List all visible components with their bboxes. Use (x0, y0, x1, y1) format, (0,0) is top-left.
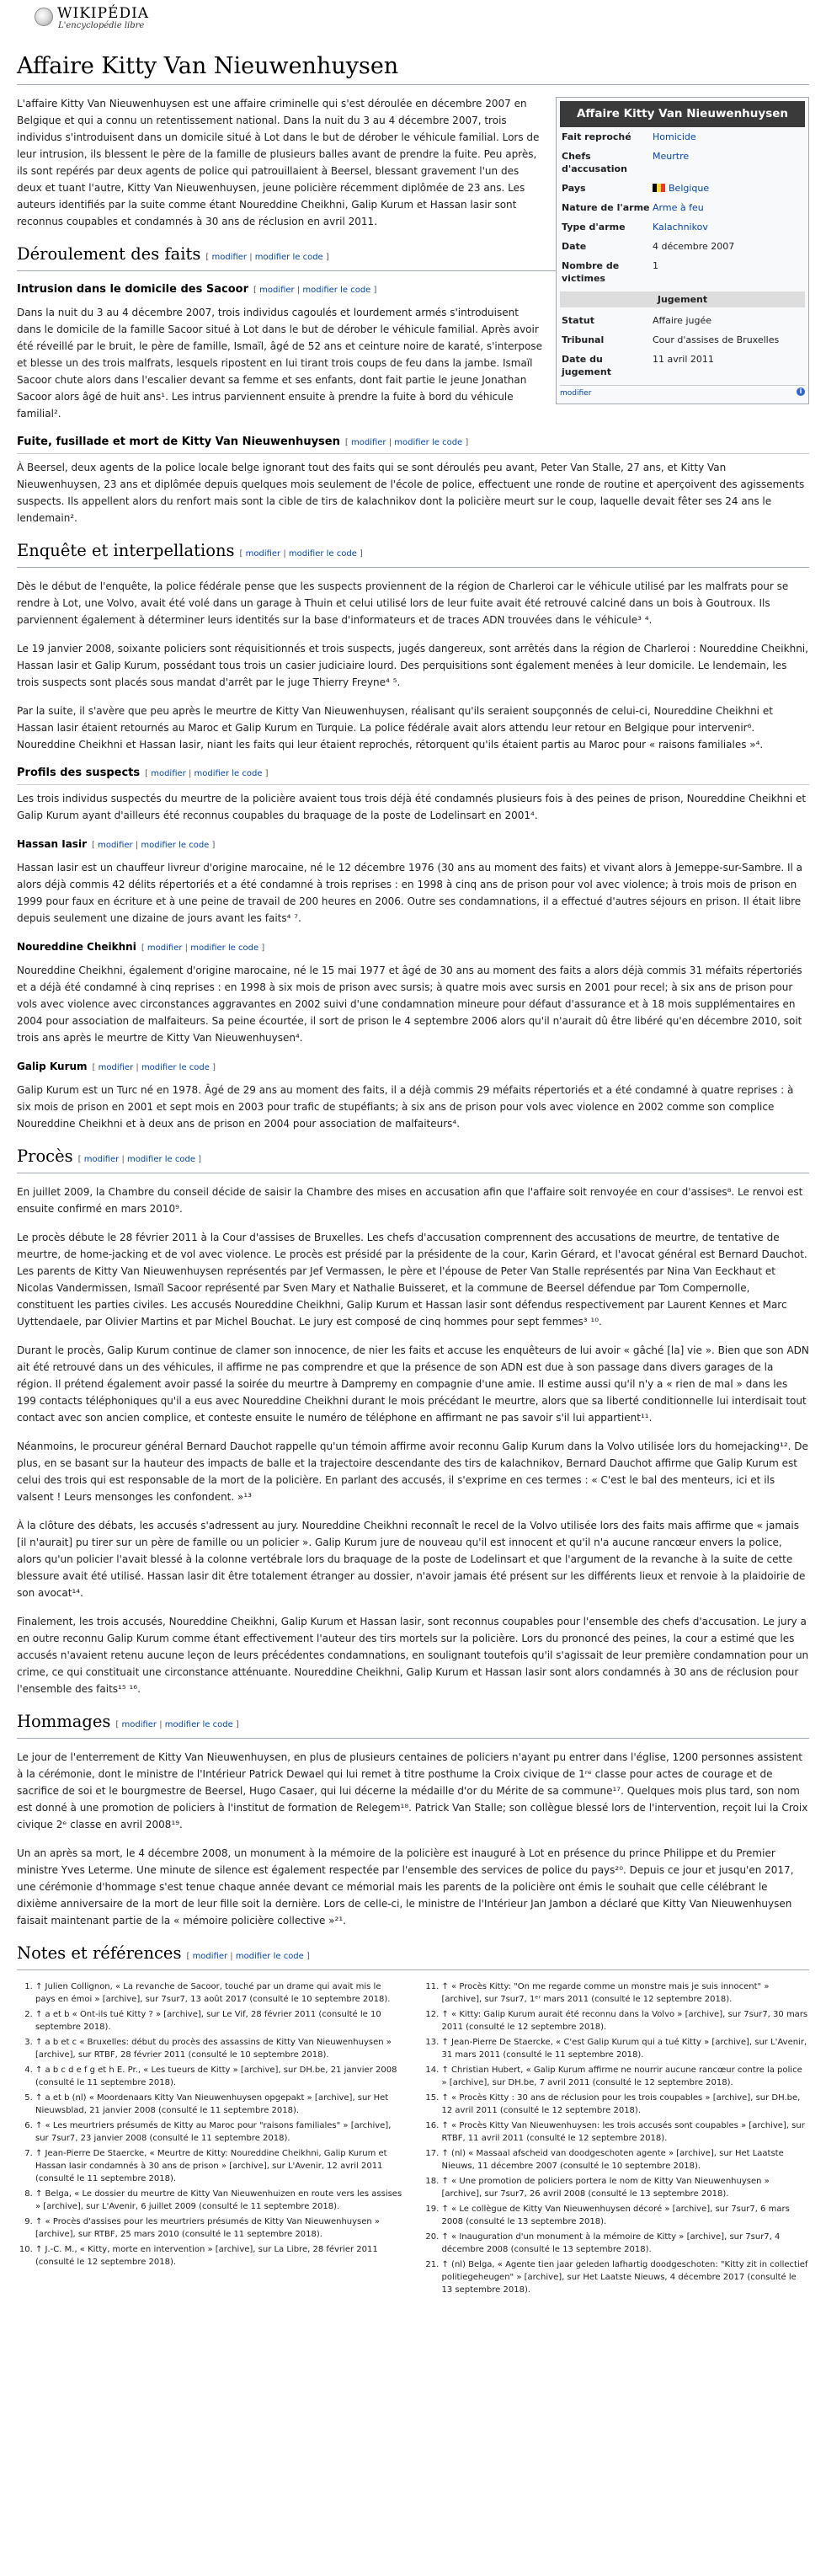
infobox-value: 4 décembre 2007 (653, 241, 735, 252)
edit-code-link[interactable]: modifier le code (254, 253, 323, 262)
infobox-value-cell (653, 314, 803, 327)
infobox-row (560, 311, 805, 330)
edit-links: [ modifier | modifier le code ] (92, 1063, 216, 1072)
infobox-key: Date du jugement (562, 354, 611, 377)
reference-item: 15. ↑ « Procès Kitty : 30 ans de réclusion pour les trois coupables » [archive], sur DH.be, 12 avril 2011 (consulté le 12 septembre 2018). (442, 2092, 810, 2117)
infobox-key: Pays (562, 183, 586, 194)
edit-code-link[interactable]: modifier le code (394, 438, 463, 447)
reference-item: 7. ↑ Jean-Pierre De Staercke, « Meurtre de Kitty: Noureddine Cheikhni, Galip Kurum et Hassan Iasir condamnés à 30 ans de prison » [archive], sur L'Avenir, 12 avril 2011 (consulté le 11 septembre 2018). (35, 2147, 403, 2185)
infobox-value: 11 avril 2011 (653, 354, 714, 365)
wikipedia-globe-icon[interactable] (35, 8, 53, 26)
edit-links: [ modifier | modifier le code ] (205, 253, 329, 262)
edit-link[interactable]: modifier (83, 1155, 120, 1164)
infobox-row (560, 330, 805, 350)
edit-links: [ modifier | modifier le code ] (115, 1720, 239, 1729)
hommages-paragraph-2: Un an après sa mort, le 4 décembre 2008, un monument à la mémoire de la policière est inauguré à Lot en présence du prince Philippe et du Premier ministre Yves Leterme. Une minute de silence est également respectée par l'ensemble des services de police du pays²⁰. Depuis ce jour et jusqu'en 2017, une cérémonie d'hommage s'est tenue chaque année devant ce mémorial mais les parents de la policière ont émis le souhait que celle célébrant le dixième anniversaire de la mort de leur fille soit la dernière. Lors de celle-ci, le ministre de l'Intérieur Jan Jambon a déclaré que Kitty Van Nieuwenhuysen faisait maintenant partie de la « mémoire policière collective »²¹. (17, 1847, 794, 1927)
enquete-paragraph-2: Le 19 janvier 2008, soixante policiers sont réquisitionnés et trois suspects, jugés dangereux, sont arrêtés dans la région de Charleroi : Noureddine Cheikhni, Hassan lasir et Galip Kurum, possédant tous trois un casier judiciaire lourd. Des perquisitions sont également menées à leur domicile. Le lendemain, les trois suspects sont placés sous mandat d'arrêt par le juge Thierry Freyne⁴ ⁵. (17, 643, 808, 688)
infobox-value[interactable]: Homicide (653, 131, 696, 142)
subsection-kurum (17, 1058, 809, 1077)
section-title: Déroulement des faits (17, 244, 201, 264)
subsection-profils (17, 765, 809, 785)
edit-link[interactable]: modifier (259, 286, 295, 295)
edit-link[interactable]: modifier (151, 769, 186, 778)
infobox-value[interactable]: Belgique (669, 183, 710, 194)
cheikhni-paragraph: Noureddine Cheikhni, également d'origine marocaine, né le 15 mai 1977 et âgé de 30 ans au moment des faits a alors déjà commis 31 méfaits répertoriés et a déjà été condamné à cinq reprises : en 1998 à six mois de prison avec sursis; à quatre mois avec sursis en 2001 pour recel; à six ans de prison pour vols avec violence avec circonstances aggravantes en 2002 suivi d'une condamnation mineure pour défaut d'assurance et à 18 mois supplémentaires en 2004 pour association de malfaiteurs. Sa peine écourtée, il sort de prison le 4 septembre 2006 alors qu'il n'aurait dû être libéré qu'en décembre 2010, soit trois ans après le meurtre de Kitty Van Nieuwenhuysen⁴. (17, 965, 802, 1044)
infobox-value: 1 (653, 260, 658, 271)
infobox-key: Tribunal (562, 334, 605, 345)
fuite-paragraph: À Beersel, deux agents de la police locale belge ignorant tout des faits qui se sont déroulés peu avant, Peter Van Stalle, 27 ans, et Kitty Van Nieuwenhuysen, 23 ans et diplômée depuis quelques mois seulement de l'école de police, effectuent une ronde de routine et aperçoivent des agissements suspects. Ils appellent alors du renfort mais sont la cible de tirs de kalachnikov dont la policière meurt sur le coup, laquelle devait fêter ses 24 ans le lendemain². (17, 462, 805, 524)
infobox-value-cell (653, 131, 803, 143)
edit-link[interactable]: modifier (98, 1063, 134, 1072)
infobox-value-cell (653, 150, 803, 175)
edit-code-link[interactable]: modifier le code (141, 841, 210, 850)
proces-paragraph-3: Durant le procès, Galip Kurum continue de clamer son innocence, de nier les faits et accuse les enquêteurs de lui avoir « gâché [la] vie ». Bien que son ADN ait été retrouvé dans un des véhicules, il affirme ne pas comprendre et que la présence de son ADN est due à son passage dans divers garages de la région. Il prétend également avoir passé la soirée du meurtre à Dampremy en compagnie d'une amie. Il estime aussi qu'il n'y a « rien de mal » dans les 199 contacts téléphoniques qu'il a eus avec Noureddine Cheikhni durant le mois précédant le meurtre, alors que sa liberté conditionnelle lui interdisait tout contact avec son ancien complice, et conteste ensuite le numéro de téléphone en affirmant ne pas savoir s'il lui appartient¹¹. (17, 1344, 809, 1424)
infobox-value-cell (653, 201, 803, 214)
edit-link[interactable]: modifier (121, 1720, 157, 1729)
intrusion-paragraph: Dans la nuit du 3 au 4 décembre 2007, trois individus cagoulés et lourdement armés s'introduisent dans le domicile de la famille Sacoor situé à Lot dans le but de dérober le véhicule familial. Après avoir été réveillé par le bruit, le père de famille, Ismaïl, âgé de 52 ans et ceinture noire de karaté, s'interpose et blesse un des trois malfrats, lesquels ripostent en lui tirant trois coups de feu dans la jambe. Ismaïl Sacoor chute alors dans l'escalier devant sa femme et ses enfants, dont fait partie le jeune Jonathan Sacoor alors âgé de huit ans¹. Les intrus parviennent ensuite à prendre la fuite à bord du véhicule familial². (17, 307, 542, 420)
edit-links: [ modifier | modifier le code ] (239, 549, 363, 558)
edit-code-link[interactable]: modifier le code (194, 769, 263, 778)
section-proces (17, 1146, 809, 1173)
hommages-paragraph-1: Le jour de l'enterrement de Kitty Van Nieuwenhuysen, en plus de plusieurs centaines de policiers n'ayant pu entrer dans l'église, 1200 personnes assistent à la cérémonie, dont le ministre de l'Intérieur Patrick Dewael qui lui remet à titre posthume la Croix civique de 1ʳᵉ classe pour actes de courage et de sacrifice de soi et le bourgmestre de Beersel, Hugo Casaer, qui lui décerne la médaille d'or du Mérite de sa commune¹⁷. Quelques mois plus tard, son nom est donné à une promotion de policiers à l'institut de formation de Relegem¹⁸. Patrick Van Stalle; son collègue blessé lors de l'intervention, reçoit lui la Croix civique 2ᵉ classe en avril 2008¹⁹. (17, 1751, 808, 1830)
reference-item: 17. ↑ (nl) « Massaal afscheid van doodgeschoten agente » [archive], sur Het Laatste Nieuws, 11 décembre 2007 (consulté le 10 septembre 2018). (442, 2147, 810, 2172)
edit-links: [ modifier | modifier le code ] (77, 1155, 202, 1164)
infobox-value: Affaire jugée (653, 315, 711, 326)
site-name[interactable]: WIKIPÉDIA (57, 5, 150, 22)
proces-paragraph-6: Finalement, les trois accusés, Noureddine Cheikhni, Galip Kurum et Hassan lasir, sont reconnus coupables pour l'ensemble des chefs d'accusation. Le jury a en outre reconnu Galip Kurum comme étant effectivement l'auteur des tirs mortels sur la policière. Lors du prononcé des peines, la cour a estimé que les accusés n'avaient retenu aucune leçon de leurs précédentes condamnations, en soulignant toutefois qu'il s'agissait de leur première condamnation pour un crime, ce qui constituait une circonstance atténuante. Noureddine Cheikhni, Galip Kurum et Hassan lasir sont alors condamnés à 30 ans de réclusion pour l'ensemble des faits¹⁵ ¹⁶. (17, 1616, 809, 1695)
enquete-paragraph-3: Par la suite, il s'avère que peu après le meurtre de Kitty Van Nieuwenhuysen, réalisant qu'ils seraient soupçonnés de celui-ci, Noureddine Cheikhni et Hassan lasir étaient retournés au Maroc et Galip Kurum en Turquie. La police fédérale avait alors attendu leur retour en Belgique pour intervenir⁶. Noureddine Cheikhni et Hassan lasir, niant les faits qui leur étaient reprochés, rétorquent qu'ils étaient partis au Maroc pour « raisons familiales »⁴. (17, 705, 773, 751)
references (17, 1980, 809, 2299)
infobox-title: Affaire Kitty Van Nieuwenhuysen (560, 101, 805, 127)
subsection-title: Noureddine Cheikhni (17, 941, 136, 953)
reference-item: 8. ↑ Belga, « Le dossier du meurtre de Kitty Van Nieuwenhuizen en route vers les assises » [archive], sur L'Avenir, 6 juillet 2009 (consulté le 11 septembre 2018). (35, 2188, 403, 2213)
edit-code-link[interactable]: modifier le code (127, 1155, 195, 1164)
edit-links: [ modifier | modifier le code ] (91, 841, 216, 850)
edit-link[interactable]: modifier (98, 841, 133, 850)
edit-links: [ modifier | modifier le code ] (253, 286, 377, 295)
infobox-row (560, 256, 805, 288)
reference-item: 11. ↑ « Procès Kitty: "On me regarde comme un monstre mais je suis innocent" » [archive], sur 7sur7, 1ᵉʳ mars 2011 (consulté le 12 septembre 2018). (442, 1980, 810, 2006)
infobox-value-cell (653, 259, 803, 285)
kurum-paragraph: Galip Kurum est un Turc né en 1978. Âgé de 29 ans au moment des faits, il a déjà commis 29 méfaits répertoriés et a été condamné à quatre reprises : à six mois de prison en 2001 et sept mois en 2003 pour trafic de stupéfiants; à six ans de prison pour vols avec violence en 2002 comme son complice Noureddine Cheikhni et à deux ans de prison en 2004 pour association de malfaiteurs⁴. (17, 1084, 794, 1130)
reference-item: 20. ↑ « Inauguration d'un monument à la mémoire de Kitty » [archive], sur 7sur7, 4 décembre 2008 (consulté le 13 septembre 2018). (442, 2231, 810, 2256)
infobox-row (560, 350, 805, 382)
reference-item: 18. ↑ « Une promotion de policiers portera le nom de Kitty Van Nieuwenhuysen » [archive], sur 7sur7, 26 avril 2008 (consulté le 13 septembre 2018). (442, 2175, 810, 2200)
section-title: Procès (17, 1146, 73, 1166)
edit-code-link[interactable]: modifier le code (190, 943, 259, 953)
edit-code-link[interactable]: modifier le code (288, 549, 357, 558)
infobox-row (560, 237, 805, 256)
reference-item: 10. ↑ J.-C. M., « Kitty, morte en intervention » [archive], sur La Libre, 28 février 2011 (consulté le 12 septembre 2018). (35, 2243, 403, 2269)
edit-link[interactable]: modifier (350, 438, 386, 447)
infobox-row (560, 198, 805, 217)
intro-paragraph: L'affaire Kitty Van Nieuwenhuysen est une affaire criminelle qui s'est déroulée en décembre 2007 en Belgique et qui a connu un retentissement national. Dans la nuit du 3 au 4 décembre 2007, trois individus s'introduisent dans un domicile situé à Lot dans le but de dérober le véhicule familial. Lors de leur intrusion, ils blessent le père de la famille de plusieurs balles avant de prendre la fuite. Peu après, ils sont repérés par deux agents de police qui patrouillaient à Beersel, blessant gravement l'un des deux et tuant l'autre, Kitty Van Nieuwenhuysen, jeune policière récemment diplômée de 23 ans. Les auteurs identifiés par la suite comme étant Noureddine Cheikhni, Galip Kurum et Hassan lasir sont reconnus coupables et condamnés à 30 ans de réclusion en avril 2011. (17, 98, 540, 227)
proces-paragraph-1: En juillet 2009, la Chambre du conseil décide de saisir la Chambre des mises en accusation afin que l'affaire soit renvoyée en cour d'assises⁸. Le renvoi est ensuite confirmé en mars 2010⁹. (17, 1186, 803, 1215)
section-hommages (17, 1711, 809, 1739)
subsection-title: Hassan Iasir (17, 838, 87, 850)
infobox-value[interactable]: Arme à feu (653, 202, 704, 213)
reference-item: 14. ↑ Christian Hubert, « Galip Kurum affirme ne nourrir aucune rancœur contre la police » [archive], sur DH.be, 7 avril 2011 (consulté le 12 septembre 2018). (442, 2064, 810, 2089)
reference-item: 5. ↑ a et b (nl) « Moordenaars Kitty Van Nieuwenhuysen opgepakt » [archive], sur Het Nieuwsblad, 21 janvier 2008 (consulté le 11 septembre 2018). (35, 2092, 403, 2117)
belgium-flag-icon (653, 184, 665, 192)
reference-item: 19. ↑ « Le collègue de Kitty Van Nieuwenhuysen décoré » [archive], sur 7sur7, 6 mars 2008 (consulté le 13 septembre 2018). (442, 2203, 810, 2228)
infobox (556, 97, 809, 404)
infobox-value-cell (653, 334, 803, 346)
proces-paragraph-2: Le procès débute le 28 février 2011 à la Cour d'assises de Bruxelles. Les chefs d'accusation comprennent des accusations de meurtre, de tentative de meurtre, de home-jacking et de vol avec violence. Le procès est présidé par la présidente de la cour, Karin Gérard, et l'avocat général est Bernard Dauchot. Les parents de Kitty Van Nieuwenhuysen représentés par Jef Vermassen, le père et l'épouse de Peter Van Stalle représentés par Nina Van Eeckhaut et Nicolas Vandermissen, Ismaïl Sacoor représenté par Sven Mary et Nathalie Buisseret, et la commune de Beersel défendue par Tom Compernolle, constituent les parties civiles. Les accusés Noureddine Cheikhni, Galip Kurum et Hassan lasir sont défendus respectivement par Laurent Kennes et Marc Uyttendaele, par Olivier Martins et par Michel Bouchat. Le jury est composé de cinq hommes pour sept femmes³ ¹⁰. (17, 1232, 807, 1328)
infobox-row (560, 179, 805, 198)
reference-item: 2. ↑ a et b « Ont-ils tué Kitty ? » [archive], sur Le Vif, 28 février 2011 (consulté le 10 septembre 2018). (35, 2008, 403, 2034)
enquete-paragraph-1: Dès le début de l'enquête, la police fédérale pense que les suspects proviennent de la région de Charleroi car le véhicule utilisé par les malfrats pour se rendre à Lot, une Volvo, avait été volé dans un garage à Thuin et celui utilisé lors de leur fuite avait été retrouvé calciné dans un bois à Goutroux. Ils parviennent également à déterminer leurs identités sur la base d'informateurs et de traces ADN trouvées dans le véhicule³ ⁴. (17, 580, 789, 626)
reference-item: 13. ↑ Jean-Pierre De Staercke, « C'est Galip Kurum qui a tué Kitty » [archive], sur L'Avenir, 31 mars 2011 (consulté le 11 septembre 2018). (442, 2036, 810, 2061)
infobox-value: Cour d'assises de Bruxelles (653, 334, 780, 345)
profils-paragraph: Les trois individus suspectés du meurtre de la policière avaient tous trois déjà été condamnés plusieurs fois à des peines de prison, Noureddine Cheikhni et Galip Kurum ayant d'ailleurs été reconnus coupables du braquage de la poste de Lodelinsart en 2001⁴. (17, 793, 807, 821)
edit-links: [ modifier | modifier le code ] (186, 1952, 310, 1961)
infobox-key: Type d'arme (562, 222, 626, 232)
edit-links: [ modifier | modifier le code ] (141, 943, 265, 953)
reference-item: 4. ↑ a b c d e f g et h E. Pr., « Les tueurs de Kitty » [archive], sur DH.be, 21 janvier 2008 (consulté le 11 septembre 2018). (35, 2064, 403, 2089)
section-title: Enquête et interpellations (17, 541, 235, 560)
infobox-value-cell (653, 221, 803, 233)
section-title: Notes et références (17, 1943, 182, 1963)
references-list-left (17, 1980, 403, 2299)
section-notes (17, 1943, 809, 1970)
infobox-key: Nombre de victimes (562, 260, 620, 284)
reference-item: 21. ↑ (nl) Belga, « Agente tien jaar geleden lafhartig doodgeschoten: "Kitty zit in collectief politiegeheugen" » [archive], sur Het Laatste Nieuws, 4 décembre 2017 (consulté le 13 septembre 2018). (442, 2258, 810, 2296)
infobox-edit-link[interactable]: modifier (560, 389, 592, 398)
info-icon[interactable]: i (797, 387, 805, 396)
reference-item: 9. ↑ « Procès d'assises pour les meurtriers présumés de Kitty Van Nieuwenhuysen » [archive], sur RTBF, 25 mars 2010 (consulté le 11 septembre 2018). (35, 2215, 403, 2241)
page-title: Affaire Kitty Van Nieuwenhuysen (17, 52, 809, 85)
lasir-paragraph: Hassan lasir est un chauffeur livreur d'origine marocaine, né le 12 décembre 1976 (30 ans au moment des faits) et vivant alors à Jemeppe-sur-Sambre. Il a alors déjà commis 42 délits répertoriés et a été condamné à trois reprises : en 1998 à cinq ans de prison pour vol avec violence; à trois mois de prison en 1999 pour faux en écriture et à une peine de travail de 200 heures en 2006. Outre ses condamnations, il a effectué d'autres séjours en prison. Il était libre depuis seulement une dizaine de jours avant les faits⁴ ⁷. (17, 862, 802, 924)
reference-item: 12. ↑ « Kitty: Galip Kurum aurait été reconnu dans la Volvo » [archive], sur 7sur7, 30 mars 2011 (consulté le 12 septembre 2018). (442, 2008, 810, 2034)
infobox-value[interactable]: Kalachnikov (653, 222, 708, 232)
infobox-key: Statut (562, 315, 594, 326)
edit-link[interactable]: modifier (245, 549, 281, 558)
edit-link[interactable]: modifier (147, 943, 183, 953)
subsection-title: Fuite, fusillade et mort de Kitty Van Nieuwenhuysen (17, 436, 340, 448)
infobox-judgement-header: Jugement (560, 291, 805, 307)
infobox-value-cell (653, 182, 803, 195)
infobox-key: Date (562, 241, 587, 252)
edit-link[interactable]: modifier (192, 1952, 228, 1961)
edit-link[interactable]: modifier (211, 253, 248, 262)
proces-paragraph-4: Néanmoins, le procureur général Bernard Dauchot rappelle qu'un témoin affirme avoir reconnu Galip Kurum dans la Volvo utilisée lors du homejacking¹². De plus, en se basant sur la hauteur des impacts de balle et la trajectoire descendante des tirs de kalachnikov, Bernard Dauchot affirme que Galip Kurum est celui des trois qui est responsable de la mort de la policière. En parlant des accusés, il s'exprime en ces termes : « C'est le bal des menteurs, ici et ils valsent ! Leurs mensonges les confondent. »¹³ (17, 1440, 808, 1503)
infobox-footer (560, 385, 805, 400)
reference-item: 3. ↑ a b et c « Bruxelles: début du procès des assassins de Kitty Van Nieuwenhuysen » [archive], sur RTBF, 28 février 2011 (consulté le 10 septembre 2018). (35, 2036, 403, 2061)
edit-code-link[interactable]: modifier le code (164, 1720, 233, 1729)
reference-item: 6. ↑ « Les meurtriers présumés de Kitty au Maroc pour "raisons familiales" » [archive], sur 7sur7, 23 janvier 2008 (consulté le 11 septembre 2018). (35, 2119, 403, 2145)
infobox-value-cell (653, 240, 803, 253)
subsection-title: Galip Kurum (17, 1061, 88, 1072)
infobox-row (560, 147, 805, 179)
site-header (17, 0, 809, 56)
infobox-judgement-rows (560, 311, 805, 382)
reference-item: 1. ↑ Julien Collignon, « La revanche de Sacoor, touché par un drame qui avait mis le pays en émoi » [archive], sur 7sur7, 13 août 2017 (consulté le 10 septembre 2018). (35, 1980, 403, 2006)
subsection-lasir (17, 836, 809, 854)
section-title: Hommages (17, 1712, 111, 1731)
edit-links: [ modifier | modifier le code ] (145, 769, 269, 778)
subsection-title: Profils des suspects (17, 767, 141, 779)
edit-code-link[interactable]: modifier le code (302, 286, 371, 295)
infobox-value-cell (653, 353, 803, 378)
infobox-row (560, 217, 805, 237)
edit-links: [ modifier | modifier le code ] (344, 438, 469, 447)
infobox-key: Chefs d'accusation (562, 151, 627, 174)
infobox-value[interactable]: Meurtre (653, 151, 690, 162)
subsection-cheikhni (17, 938, 809, 957)
proces-paragraph-5: À la clôture des débats, les accusés s'adressent au jury. Noureddine Cheikhni reconnaît le recel de la Volvo utilisée lors des faits mais affirme que « jamais [il n'aurait] pu tirer sur un père de famille ou un policier ». Galip Kurum jure de nouveau qu'il est innocent et qu'il n'a aucune rancœur envers la police, alors qu'un policier l'avait blessé à la colonne vertébrale lors du braquage de la poste de Lodelinsart et que l'argument de la revanche à la suite de cette blessure avait été utilisé. Hassan lasir dit être totalement étranger au dossier, n'avoir jamais été présent sur les différents lieux et renvoie à la plaidoirie de son avocat¹⁴. (17, 1520, 806, 1599)
references-list-right (424, 1980, 810, 2299)
infobox-row (560, 127, 805, 147)
reference-item: 16. ↑ « Procès Kitty Van Nieuwenhuysen: les trois accusés sont coupables » [archive], sur RTBF, 11 avril 2011 (consulté le 12 septembre 2018). (442, 2119, 810, 2145)
section-enquete (17, 540, 809, 568)
infobox-key: Fait reproché (562, 131, 631, 142)
infobox-rows (560, 127, 805, 288)
edit-code-link[interactable]: modifier le code (235, 1952, 304, 1961)
subsection-fuite (17, 434, 809, 454)
subsection-title: Intrusion dans le domicile des Sacoor (17, 283, 248, 296)
site-tagline: L'encyclopédie libre (58, 21, 145, 30)
edit-code-link[interactable]: modifier le code (141, 1063, 210, 1072)
infobox-key: Nature de l'arme (562, 202, 650, 213)
